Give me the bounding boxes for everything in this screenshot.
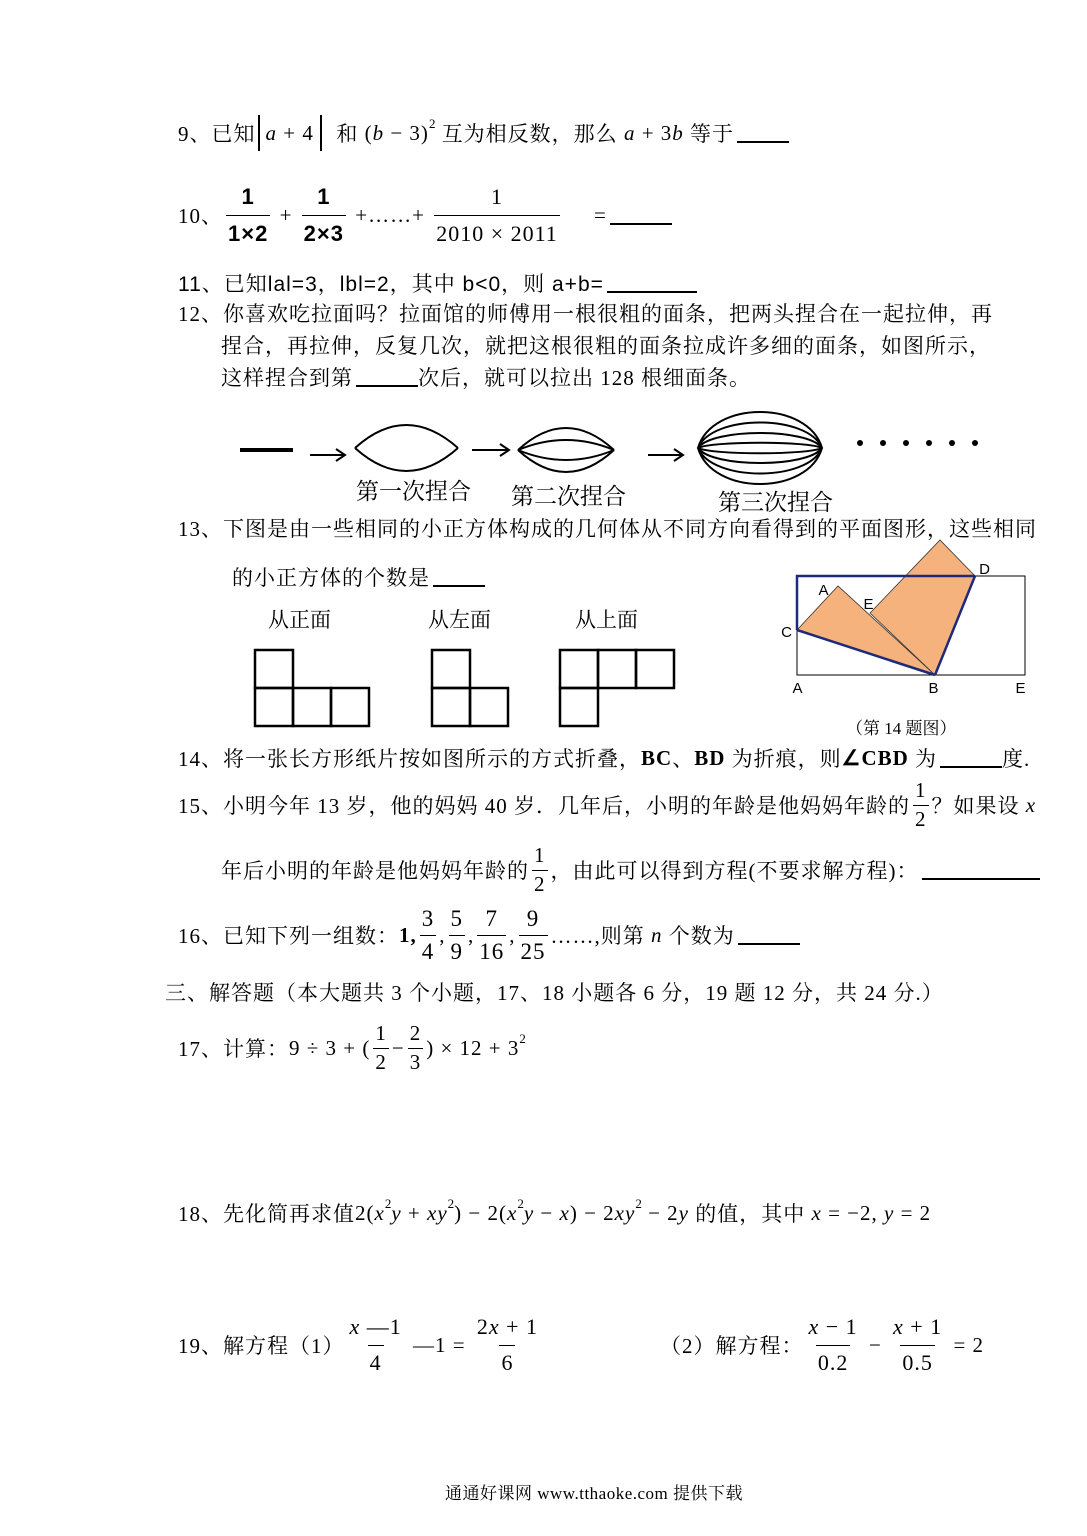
fraction (373, 1020, 389, 1076)
noodle-label-third: 第三次捏合 (718, 489, 833, 515)
noodle-lens-second (518, 428, 614, 472)
text-run: 17、计算： (178, 1037, 289, 1061)
math-variable: y (884, 1200, 895, 1225)
answer-blank (610, 205, 672, 225)
fraction-denominator (816, 1345, 851, 1380)
page-footer: 通通好课网 www.tthaoke.com 提供下载 (445, 1484, 744, 1503)
text-run: 9 ÷ 3 + ( (289, 1035, 371, 1060)
text-run: ，由此可以得到方程(不要求解方程)： (550, 859, 919, 883)
fraction-numerator (449, 903, 466, 934)
text-run: 这样捏合到第 (221, 366, 353, 390)
math-variable: x (811, 1200, 822, 1225)
arrow-icon (472, 444, 509, 456)
text-run: BC (641, 745, 673, 770)
figure-14-caption: （第 14 题图） (846, 719, 957, 738)
text-run: ) − 2( (454, 1200, 507, 1225)
text-run: 0.2 (817, 1349, 849, 1375)
fraction (434, 179, 560, 250)
text-run: − 3) (384, 120, 429, 145)
noodle-diagram (240, 412, 822, 484)
text-run: 10、 (178, 204, 223, 228)
text-run: 1, (399, 922, 417, 947)
text-run: 9 (526, 906, 540, 932)
text-run: 16、已知下列一组数： (178, 924, 399, 948)
text-run: 的值，其中 (689, 1202, 812, 1226)
noodle-label-second: 第二次捏合 (511, 483, 626, 509)
noodle-label-first: 第一次捏合 (356, 478, 471, 504)
text-run: − 1 (819, 1314, 858, 1340)
text-run: = −2, (821, 1200, 885, 1225)
text-run: 11、已知lal=3，lbl=2，其中 b<0，则 a+b= (178, 273, 604, 296)
text-run: , (468, 922, 475, 947)
superscript: 2 (517, 1196, 524, 1211)
text-run: 2 (534, 871, 546, 896)
text-run: − (534, 1200, 560, 1225)
text-run: 4 (369, 1349, 382, 1375)
fraction (475, 1310, 540, 1379)
point-label-c: C (781, 624, 793, 641)
fraction-denominator (373, 1048, 389, 1076)
point-label-e: E (1015, 680, 1027, 697)
text-run: +……+ (349, 202, 432, 227)
text-run: 2 (409, 1021, 422, 1046)
text-run: , (509, 922, 516, 947)
fraction (807, 1310, 860, 1379)
fraction-denominator (499, 1345, 515, 1380)
continuation-dots (857, 440, 978, 446)
math-variable: y (678, 1200, 689, 1225)
math-variable: b (372, 120, 385, 145)
answer-blank (737, 123, 789, 143)
math-variable: y (391, 1200, 402, 1225)
fraction-numerator (489, 179, 505, 214)
math-variable: xy (614, 1200, 636, 1225)
text-run: 2×3 (303, 220, 344, 246)
question-13-line-2 (232, 547, 485, 607)
text-run: 9、已知 (178, 122, 256, 146)
math-variable: x (488, 1314, 500, 1340)
superscript: 2 (635, 1196, 642, 1211)
text-run: ) − 2 (569, 1200, 615, 1225)
text-run: 1 (490, 184, 503, 210)
text-run: BD (694, 745, 726, 770)
text-run: 3 (421, 906, 435, 932)
text-run: 的小正方体的个数是 (232, 566, 430, 590)
text-run: − (862, 1332, 889, 1357)
fraction-denominator (913, 805, 929, 833)
fraction (420, 903, 437, 966)
point-label-d: D (979, 561, 991, 578)
text-run: 1×2 (228, 220, 269, 246)
text-run: 3 (409, 1049, 422, 1074)
text-run: 次后，就可以拉出 128 根细面条。 (418, 366, 751, 390)
text-run: 等于 (683, 122, 735, 146)
fraction-numerator (913, 777, 929, 804)
arrow-icon (648, 449, 683, 461)
question-17 (178, 1018, 526, 1078)
question-9 (178, 103, 789, 163)
text-run: 互为相反数，那么 (435, 122, 624, 146)
text-run: + (273, 202, 299, 227)
fraction (477, 903, 506, 966)
text-run: + (401, 1200, 427, 1225)
text-run: ∠CBD (841, 745, 909, 770)
fraction-numerator (408, 1020, 424, 1047)
text-run: = (562, 202, 607, 227)
math-variable: x (1025, 792, 1037, 817)
text-run: 25 (520, 938, 546, 964)
noodle-lens-first (355, 425, 458, 471)
question-15-line-1 (178, 775, 1036, 835)
question-19-part-2 (660, 1315, 984, 1375)
fraction-denominator (302, 215, 346, 251)
text-run: 15、小明今年 13 岁，他的妈妈 40 岁．几年后，小明的年龄是他妈妈年龄的 (178, 794, 910, 818)
fraction-denominator (226, 215, 270, 251)
fraction-numerator (475, 1310, 540, 1344)
view-label-front: 从正面 (268, 609, 331, 632)
fraction (408, 1020, 424, 1076)
text-run: 2 (915, 806, 927, 831)
answer-blank (738, 925, 800, 945)
math-variable: x (893, 1314, 904, 1340)
text-run: 和 (323, 122, 365, 146)
math-variable: n (651, 922, 663, 947)
text-run: = 2 (947, 1332, 985, 1357)
answer-blank (922, 860, 1040, 880)
view-label-left: 从左面 (428, 609, 491, 632)
fraction-numerator (525, 903, 542, 934)
text-run: —1 = (406, 1332, 472, 1357)
question-16 (178, 905, 800, 965)
math-variable: x (808, 1314, 820, 1340)
math-variable: x (374, 1200, 385, 1225)
text-run: 为折痕，则 (725, 747, 842, 771)
arrow-icon (310, 449, 345, 461)
text-run: 为 (908, 747, 938, 771)
fraction-numerator (348, 1310, 404, 1344)
view-left-grid (432, 650, 508, 726)
fraction-numerator (373, 1020, 389, 1047)
text-run: 1 (317, 184, 331, 210)
view-top-grid (560, 650, 674, 726)
text-run: 1 (375, 1021, 387, 1046)
text-run: 度. (1002, 747, 1031, 771)
text-run: + 3 (635, 120, 673, 145)
fraction-numerator (240, 179, 257, 214)
text-run: ……,则第 (550, 924, 651, 948)
superscript: 2 (447, 1196, 455, 1211)
text-run: ？如果设 (931, 794, 1026, 818)
section-3-heading (165, 962, 944, 1022)
text-run: 13、下图是由一些相同的小正方体构成的几何体从不同方向看得到的平面图形，这些相同 (178, 517, 1037, 541)
fraction (449, 903, 466, 966)
fraction (532, 842, 548, 898)
text-run: 个数为 (662, 924, 735, 948)
superscript: 2 (384, 1196, 392, 1211)
fraction-numerator (420, 903, 437, 934)
fraction-numerator (891, 1310, 944, 1344)
text-run: 1 (534, 843, 546, 868)
point-label-b: B (928, 680, 940, 697)
fraction-denominator (408, 1048, 424, 1076)
math-variable: x (559, 1200, 570, 1225)
question-12-line-3 (221, 347, 751, 407)
text-run: 5 (450, 906, 463, 932)
fraction-numerator (484, 903, 501, 934)
text-run: 6 (501, 1349, 514, 1375)
text-run: 三、解答题（本大题共 3 个小题，17、18 小题各 6 分，19 题 12 分，共 24 分.） (165, 981, 944, 1005)
math-variable: xy (427, 1200, 448, 1225)
text-run: − 2 (641, 1200, 679, 1225)
superscript: 2 (428, 116, 436, 131)
text-run: 2( (355, 1200, 375, 1225)
text-run: 9 (450, 938, 463, 964)
noodle-lens-third (698, 412, 822, 484)
view-label-top: 从上面 (575, 609, 638, 632)
fraction-denominator (900, 1345, 935, 1380)
fraction (348, 1310, 404, 1379)
answer-blank (940, 748, 1002, 768)
math-variable: a (623, 120, 636, 145)
text-run: ) × 12 + 3 (426, 1035, 520, 1060)
fraction-numerator (315, 179, 332, 214)
question-18 (178, 1183, 931, 1243)
text-run: 、 (672, 747, 695, 771)
math-variable: b (672, 120, 684, 145)
text-run: （2）解方程： (660, 1334, 804, 1358)
fraction-numerator (807, 1310, 860, 1344)
text-run: − (391, 1035, 405, 1060)
math-variable: a (265, 120, 277, 145)
superscript: 2 (519, 1031, 526, 1046)
absolute-value (258, 115, 322, 151)
point-label-a-fold: A (818, 582, 830, 599)
text-run: 2010 × 2011 (436, 220, 558, 246)
text-run: ( (364, 120, 373, 145)
math-variable: x (349, 1314, 361, 1340)
answer-blank (433, 567, 485, 587)
math-variable: y (523, 1200, 535, 1225)
text-run: 0.5 (902, 1349, 933, 1375)
fraction-denominator (532, 870, 548, 898)
text-run: 2 (476, 1314, 489, 1340)
text-run: 14、将一张长方形纸片按如图所示的方式折叠， (178, 747, 641, 771)
question-19-part-1 (178, 1315, 543, 1375)
text-run: 12、你喜欢吃拉面吗？拉面馆的师傅用一根很粗的面条，把两头捏合在一起拉伸，再 (178, 302, 993, 326)
text-run: 1 (915, 778, 927, 803)
answer-blank (356, 367, 418, 387)
fraction (519, 903, 548, 966)
text-run: , (439, 922, 446, 947)
math-variable: x (507, 1200, 518, 1225)
point-label-e-fold: E (863, 596, 875, 613)
question-10 (178, 185, 672, 245)
text-run: + 1 (499, 1314, 539, 1340)
text-run: 2 (375, 1049, 387, 1074)
fraction (226, 179, 270, 250)
fold-figure (781, 540, 1026, 697)
text-run: + 1 (903, 1314, 943, 1340)
text-run: 年后小明的年龄是他妈妈年龄的 (221, 859, 529, 883)
text-run: 18、先化简再求值 (178, 1202, 355, 1226)
fraction (891, 1310, 944, 1379)
question-15-line-2 (221, 840, 1040, 900)
text-run: —1 (360, 1314, 402, 1340)
fraction (302, 179, 346, 250)
fraction-numerator (532, 842, 548, 869)
text-run: 捏合，再拉伸，反复几次，就把这根很粗的面条拉成许多细的面条，如图所示， (221, 334, 991, 358)
text-run: 1 (241, 184, 255, 210)
text-run: 7 (485, 906, 498, 932)
fraction-denominator (368, 1345, 384, 1380)
fraction (913, 777, 929, 833)
fraction-denominator (434, 215, 560, 251)
view-front-grid (255, 650, 369, 726)
text-run: 19、解方程（1） (178, 1334, 345, 1358)
text-run: 4 (421, 938, 435, 964)
text-run: = 2 (894, 1200, 932, 1225)
text-run: + 4 (277, 120, 314, 145)
point-label-a: A (792, 680, 804, 697)
text-run: 16 (479, 938, 505, 964)
